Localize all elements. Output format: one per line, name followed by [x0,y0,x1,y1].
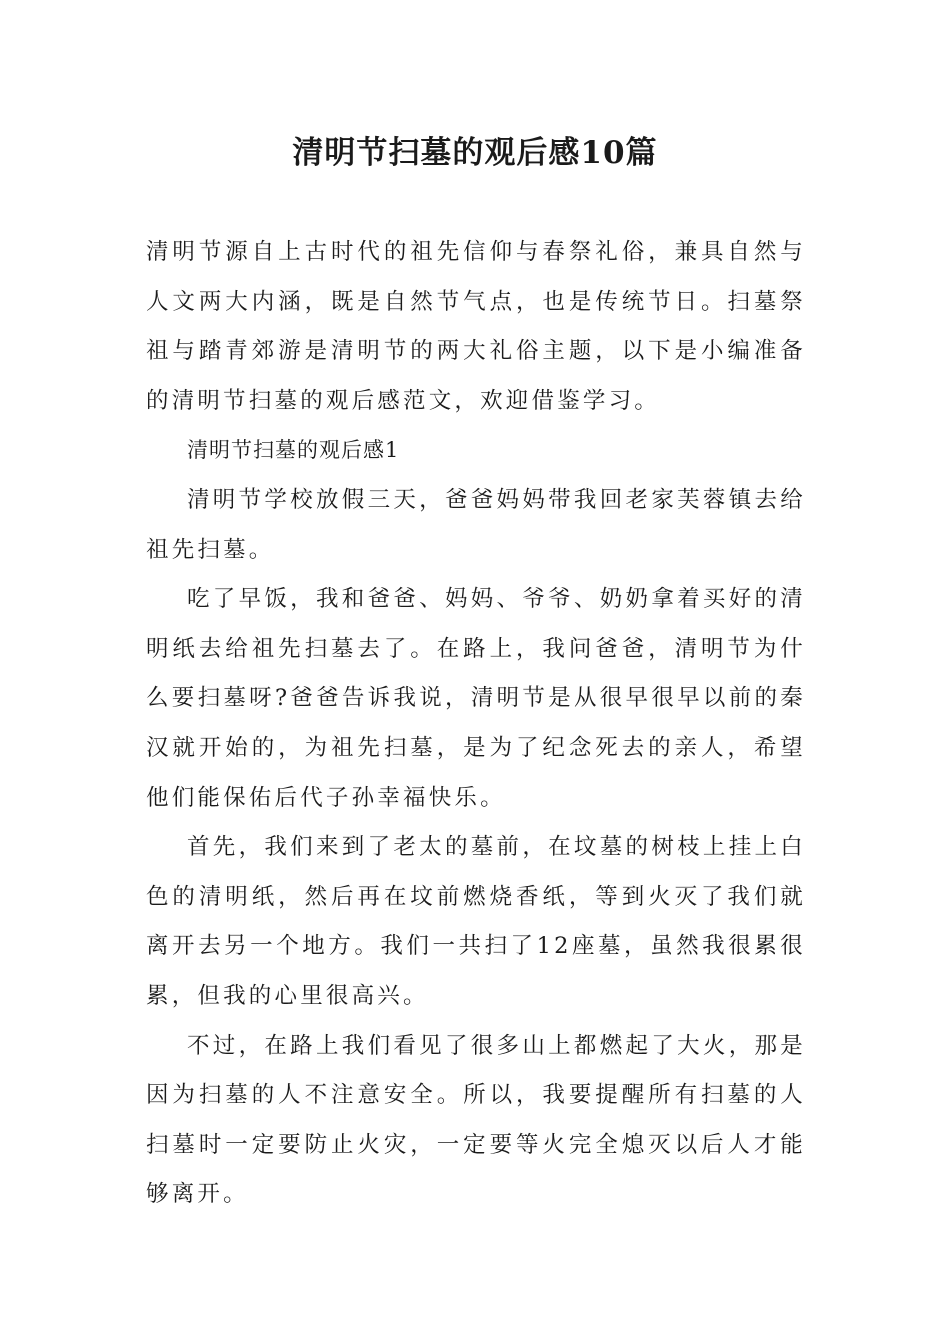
section-heading: 清明节扫墓的观后感1 [187,438,400,463]
body-paragraph: 清明节学校放假三天，爸爸妈妈带我回老家芙蓉镇去给祖先扫墓。 [146,486,806,563]
body-paragraph: 首先，我们来到了老太的墓前，在坟墓的树枝上挂上白色的清明纸，然后再在坟前燃烧香纸，等到火灭了我们就离开去另一个地方。我们一共扫了12座墓，虽然我很累很累，但我的心里很高兴。 [146,834,806,1009]
body-paragraph: 不过，在路上我们看见了很多山上都燃起了大火，那是因为扫墓的人不注意安全。所以，我要提醒所有扫墓的人扫墓时一定要防止火灾，一定要等火完全熄灭以后人才能够离开。 [146,1032,806,1208]
body-paragraph: 吃了早饭，我和爸爸、妈妈、爷爷、奶奶拿着买好的清明纸去给祖先扫墓去了。在路上，我问爸爸，清明节为什么要扫墓呀?爸爸告诉我说，清明节是从很早很早以前的秦汉就开始的，为祖先扫墓，是为了纪念死去的亲人，希望他们能保佑后代子孙幸福快乐。 [146,586,806,811]
document-title: 清明节扫墓的观后感10篇 [292,135,658,171]
intro-paragraph: 清明节源自上古时代的祖先信仰与春祭礼俗，兼具自然与人文两大内涵，既是自然节气点，也是传统节日。扫墓祭祖与踏青郊游是清明节的两大礼俗主题，以下是小编准备的清明节扫墓的观后感范文，欢迎借鉴学习。 [146,239,806,414]
document-body [146,228,806,1220]
